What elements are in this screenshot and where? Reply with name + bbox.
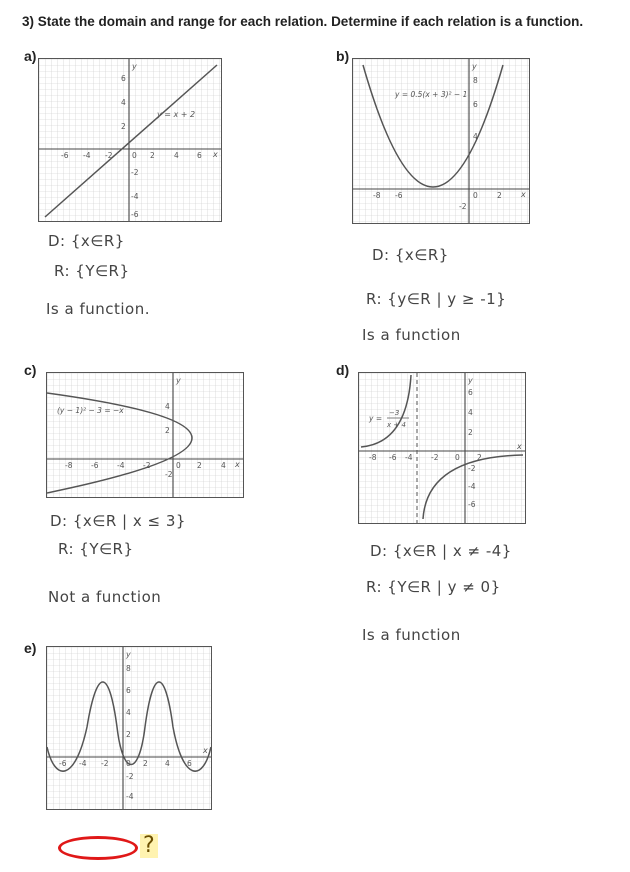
y-tick: -4	[468, 482, 476, 491]
x-tick: -6	[389, 453, 397, 462]
y-tick: 4	[165, 402, 170, 411]
part-d-range: R: {Y∈R | y ≠ 0}	[366, 578, 501, 596]
x-axis-letter: x	[203, 746, 208, 755]
part-a-domain: D: {x∈R}	[48, 232, 125, 250]
part-b-domain: D: {x∈R}	[372, 246, 449, 264]
y-tick: 6	[121, 74, 126, 83]
y-axis-letter: y	[126, 650, 131, 659]
y-tick: 6	[126, 686, 131, 695]
x-axis-letter: x	[235, 460, 240, 469]
y-axis-letter: y	[468, 376, 473, 385]
y-tick: -6	[131, 210, 139, 219]
equation-label: (y − 1)² − 3 = −x	[57, 406, 124, 415]
x-tick: -8	[369, 453, 377, 462]
x-tick: -6	[59, 759, 67, 768]
y-tick: 4	[473, 132, 478, 141]
y-tick: 6	[473, 100, 478, 109]
y-tick: -2	[165, 470, 173, 479]
part-b-label: b)	[336, 48, 350, 64]
part-e-label: e)	[24, 640, 37, 656]
y-tick: 6	[468, 388, 473, 397]
y-tick: 2	[126, 730, 131, 739]
x-tick: -8	[373, 191, 381, 200]
part-b-verdict: Is a function	[362, 326, 461, 344]
red-oval-annotation	[58, 836, 138, 860]
part-a-verdict: Is a function.	[46, 300, 151, 318]
equation-numerator: −3	[389, 409, 400, 417]
part-a-label: a)	[24, 48, 37, 64]
x-tick: 6	[187, 759, 192, 768]
x-tick: -2	[101, 759, 109, 768]
graph-d-plot	[359, 373, 525, 523]
x-tick: -4	[79, 759, 87, 768]
y-tick: 8	[126, 664, 131, 673]
graph-b	[352, 58, 530, 224]
part-b-range: R: {y∈R | y ≥ -1}	[366, 290, 507, 308]
part-c-verdict: Not a function	[48, 588, 162, 606]
y-axis-letter: y	[132, 62, 137, 71]
y-axis-letter: y	[472, 62, 477, 71]
graph-a-plot	[39, 59, 221, 221]
y-tick: -6	[468, 500, 476, 509]
x-axis-letter: x	[517, 442, 522, 451]
worksheet-heading: 3) State the domain and range for each relation. Determine if each relation is a function.	[22, 14, 584, 29]
x-tick: 2	[150, 151, 155, 160]
x-tick: 0	[473, 191, 478, 200]
part-c-domain: D: {x∈R | x ≤ 3}	[50, 512, 186, 530]
graph-d	[358, 372, 526, 524]
x-axis-letter: x	[213, 150, 218, 159]
x-tick: -2	[431, 453, 439, 462]
x-tick: 2	[477, 453, 482, 462]
y-tick: 4	[468, 408, 473, 417]
part-c-label: c)	[24, 362, 37, 378]
graph-e-plot	[47, 647, 211, 809]
y-axis-letter: y	[176, 376, 181, 385]
graph-b-plot	[353, 59, 529, 223]
x-tick: -4	[405, 453, 413, 462]
equation-lhs: y =	[369, 414, 383, 423]
graph-e	[46, 646, 212, 810]
y-tick: -2	[468, 464, 476, 473]
x-tick: 2	[197, 461, 202, 470]
x-tick: -4	[83, 151, 91, 160]
x-tick: -4	[117, 461, 125, 470]
graph-c	[46, 372, 244, 498]
part-d-domain: D: {x∈R | x ≠ -4}	[370, 542, 512, 560]
question-mark-highlight: ?	[140, 834, 158, 858]
y-tick: 2	[468, 428, 473, 437]
equation-denominator: x + 4	[387, 421, 406, 429]
x-tick: 0	[126, 759, 131, 768]
x-tick: -6	[395, 191, 403, 200]
y-tick: -2	[131, 168, 139, 177]
y-tick: -4	[126, 792, 134, 801]
equation-label: y = 0.5(x + 3)² − 1	[395, 90, 468, 99]
x-tick: 4	[165, 759, 170, 768]
y-tick: -4	[131, 192, 139, 201]
part-a-range: R: {Y∈R}	[54, 262, 130, 280]
graph-c-plot	[47, 373, 243, 497]
part-c-range: R: {Y∈R}	[58, 540, 134, 558]
y-tick: 4	[126, 708, 131, 717]
x-tick: 2	[497, 191, 502, 200]
x-tick: -8	[65, 461, 73, 470]
x-tick: 0	[455, 453, 460, 462]
x-axis-letter: x	[521, 190, 526, 199]
y-tick: -2	[126, 772, 134, 781]
part-d-verdict: Is a function	[362, 626, 461, 644]
y-tick: 8	[473, 76, 478, 85]
graph-a	[38, 58, 222, 222]
x-tick: 0	[132, 151, 137, 160]
x-tick: 6	[197, 151, 202, 160]
equation-label: y = x + 2	[157, 110, 196, 119]
x-tick: 4	[174, 151, 179, 160]
y-tick: 4	[121, 98, 126, 107]
part-d-label: d)	[336, 362, 350, 378]
x-tick: -6	[61, 151, 69, 160]
x-tick: -2	[105, 151, 113, 160]
x-tick: -6	[91, 461, 99, 470]
x-tick: -2	[143, 461, 151, 470]
y-tick: 2	[165, 426, 170, 435]
y-tick: -2	[459, 202, 467, 211]
x-tick: 4	[221, 461, 226, 470]
y-tick: 2	[121, 122, 126, 131]
x-tick: 2	[143, 759, 148, 768]
x-tick: 0	[176, 461, 181, 470]
